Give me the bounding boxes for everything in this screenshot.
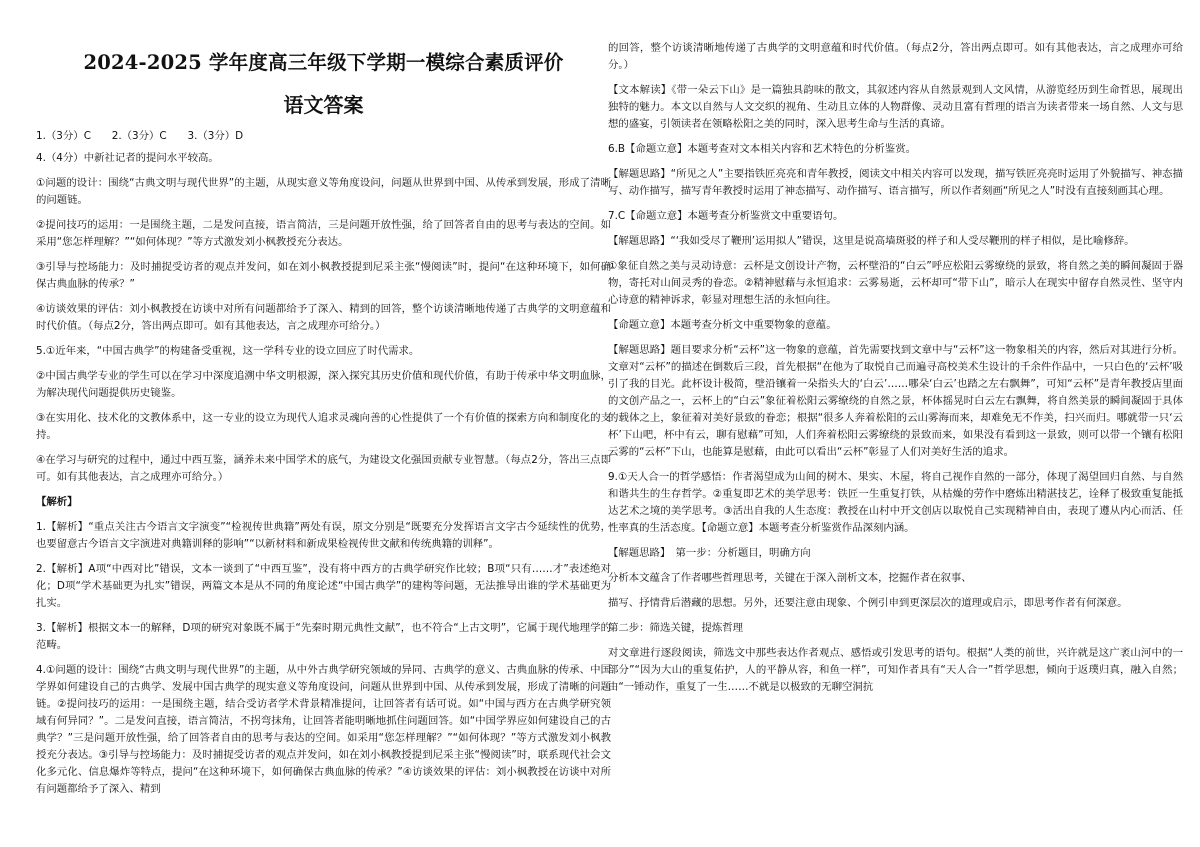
answer-5-point-1: 5.①近年来，“中国古典学”的构建备受重视，这一学科专业的设立回应了时代需求。 [36, 345, 420, 357]
analysis-1: 1.【解析】“重点关注古今语言文字演变”“检视传世典籍”两处有误，原文分别是“既要充分发挥语言文字古今延续性的优势，也要留意古今语言文字演进对典籍训释的影响”“以新材料和新成果检视传世文献和传统典籍的训释”。 [36, 521, 611, 550]
answer-9-step1-b: 描写、抒情背后潜藏的思想。另外，还要注意由现象、个例引申到更深层次的道理或启示，即思考作者有何深意。 [608, 597, 1128, 609]
answer-9-step2-text: 对文章进行逐段阅读，筛选文中那些表达作者观点、感悟或引发思考的语句。根据“人类的前世，兴许就是这广袤山河中的一部分”“因为大山的重复佑护，人的平静从容，和鱼一样”，可知作者具有“天人合一”哲学思想，倾向于返璞归真，融入自然；由“一锤动作，重复了一生……不就是以极致的无聊空洞抗 [608, 647, 1183, 693]
page-title: 2024-2025 学年度高三年级下学期一模综合素质评价 [83, 51, 564, 74]
answer-7: 7.C【命题立意】本题考查分析鉴赏文中重要语句。 [608, 210, 844, 222]
right-column [608, 0, 1183, 847]
analysis-2: 2.【解析】A项“中西对比”错误，文本一谈到了“中西互鉴”，没有将中西方的古典学研究作比较；B项“只有……才”表述绝对化；D项“学术基础更为扎实”错误，两篇文本是从不同的角度论述“中国古典学”的建构等问题，无法推导出谁的学术基础更为扎实。 [36, 563, 611, 609]
answer-6-approach: 【解题思路】“所见之人”主要指铁匠亮亮和青年教授，阅读文中相关内容可以发现，描写铁匠亮亮时运用了外貌描写、神态描写、动作描写，描写青年教授时运用了神态描写、动作描写、语言描写，所以作者刻画“所见之人”时没有直接刻画其心理。 [608, 168, 1183, 197]
answer-9-step1-a: 分析本文蕴含了作者哪些哲理思考，关键在于深入剖析文本，挖掘作者在叙事、 [608, 572, 972, 584]
answer-4-heading: 4.（4分）中新社记者的提问水平较高。 [36, 152, 219, 164]
answer-4-point-3: ③引导与控场能力：及时捕捉受访者的观点并发问，如在刘小枫教授提到尼采主张“慢阅读”时，提问“在这种环境下，如何确保古典血脉的传承？” [36, 261, 611, 290]
answer-4-point-2: ②提问技巧的运用：一是围绕主题，二是发问直接，语言简洁，三是问题开放性强，给了回答者自由的思考与表达的空间。如采用“您怎样理解？”“如何体现？”等方式激发刘小枫教授充分表达。 [36, 219, 611, 248]
answer-9: 9.①天人合一的哲学感悟：作者渴望成为山间的树木、果实、木屋，将自己视作自然的一部分，体现了渴望回归自然、与自然和谐共生的生存哲学。②重复即艺术的美学思考：铁匠一生重复打铁，从枯燥的劳作中磨炼出精湛技艺，诠释了极致重复能抵达艺术之境的美学思考。③活出自我的人生态度：教授在山村中开文创店以取悦自己实现精神自由，表现了遵从内心而活、任性率真的生活态度。【命题立意】本题考查分析鉴赏作品深刻内涵。 [608, 471, 1183, 534]
answer-4-point-4: ④访谈效果的评估：刘小枫教授在访谈中对所有问题都给予了深入、精到的回答，整个访谈清晰地传递了古典学的文明意蕴和时代价值。（每点2分，答出两点即可。如有其他表达，言之成理亦可给分。） [36, 303, 611, 332]
analysis-heading: 【解析】 [36, 496, 78, 508]
answer-8: ①象征自然之美与灵动诗意：云杯是文创设计产物，云杯壁沿的“白云”呼应松阳云雾缭绕的景致，将自然之美的瞬间凝固于器物，寄托对山间灵秀的眷恋。②精神慰藉与永恒追求：云雾易逝，云杯却可“带下山”，暗示人在现实中留存自然灵性、坚守内心诗意的精神诉求，彰显对理想生活的永恒向往。 [608, 260, 1183, 306]
answer-4-point-1: ①问题的设计：围绕“古典文明与现代世界”的主题，从现实意义等角度设问，问题从世界到中国、从传承到发展，形成了清晰的问题链。 [36, 177, 611, 206]
answer-5-point-4: ④在学习与研究的过程中，通过中西互鉴，涵养未来中国学术的底气，为建设文化强国贡献专业智慧。（每点2分，答出三点即可。如有其他表达，言之成理亦可给分。） [36, 454, 611, 483]
answer-5-point-2: ②中国古典学专业的学生可以在学习中深度追溯中华文明根源，深入探究其历史价值和现代价值，有助于传承中华文明血脉，为解决现代问题提供历史镜鉴。 [36, 370, 611, 399]
analysis-4-continued: 的回答，整个访谈清晰地传递了古典学的文明意蕴和时代价值。（每点2分，答出两点即可。如有其他表达，言之成理亦可给分。） [608, 42, 1183, 71]
answer-7-approach: 【解题思路】“‘我如受尽了鞭刑’运用拟人”错误，这里是说高墙斑驳的样子和人受尽鞭刑的样子相似，是比喻修辞。 [608, 235, 1135, 247]
answer-8-approach: 【解题思路】题目要求分析“云杯”这一物象的意蕴，首先需要找到文章中与“云杯”这一物象相关的内容，然后对其进行分析。文章对“云杯”的描述在倒数后三段，首先根据“在他为了取悦自己而遍寻高校美术生设计的千余件作品中，一只白色的‘云杯’吸引了我的目光。此杯设计极简，壁沿镶着一朵指头大的‘白云’……哪朵‘白云’也踏之左右飘舞”，可知“云杯”是青年教授店里面的文创产品之一，云杯上的“白云”象征着松阳云雾缭绕的自然之景，杯体摇晃时白云左右飘舞，将自然美景的瞬间凝固于具体的载体之上，象征着对美好景致的眷恋；根据“很多人奔着松阳的云山雾海而来，却难免无不作美，扫兴而归。哪就带一只‘云杯’下山吧，杯中有云，聊有慰藉”可知，人们奔着松阳云雾缭绕的景致而来，如果没有看到这一景致，则可以带一个镶有松阳云雾的“云杯”下山，也能算是慰藉，由此可以看出“云杯”彰显了人们对美好生活的追求。 [608, 344, 1183, 458]
answer-6: 6.B【命题立意】本题考查对文本相关内容和艺术特色的分析鉴赏。 [608, 143, 916, 155]
analysis-4: 4.①问题的设计：围绕“古典文明与现代世界”的主题，从中外古典学研究领域的异同、古典学的意义、古典血脉的传承、中国学界如何建设自己的古典学、发展中国古典学的现实意义等角度设问，问题从世界到中国、从传承到发展，形成了清晰的问题链。②提问技巧的运用：一是围绕主题，结合受访者学术背景精准提问，让回答者有话可说。如“中国与西方在古典学研究领域有何异同？”。二是发问直接，语言简洁，不拐弯抹角，让回答者能明晰地抓住问题回答。如“中国学界应如何建设自己的古典学？”三是问题开放性强，给了回答者自由的思考与表达的空间。如采用“您怎样理解？”“如何体现？”等方式激发刘小枫教授充分表达。③引导与控场能力：及时捕捉受访者的观点并发问，如在刘小枫教授提到尼采主张“慢阅读”时，联系现代社会文化多元化、信息爆炸等特点，提问“在这种环境下，如何确保古典血脉的传承？”④访谈效果的评估：刘小枫教授在访谈中对所有问题都给予了深入、精到 [36, 664, 611, 795]
analysis-3: 3.【解析】根据文本一的解释，D项的研究对象既不属于“先秦时期元典性文献”，也不符合“上古文明”，它属于现代地理学的范畴。 [36, 622, 611, 651]
answer-9-approach-heading: 【解题思路】 第一步：分析题目，明确方向 [608, 547, 811, 559]
answer-9-step2-heading: 第二步：筛选关键，提炼哲理 [608, 622, 744, 634]
answer-8-intent: 【命题立意】本题考查分析文中重要物象的意蕴。 [608, 319, 837, 331]
left-column [36, 0, 611, 847]
page-subtitle: 语文答案 [283, 93, 364, 117]
answer-5-point-3: ③在实用化、技术化的文教体系中，这一专业的设立为现代人追求灵魂向善的心性提供了一个有价值的探索方向和制度化的支持。 [36, 412, 611, 441]
text-interpretation: 【文本解读】《带一朵云下山》是一篇独具韵味的散文，其叙述内容从自然景观到人文风情，从游览经历到生命哲思，展现出独特的魅力。本文以自然与人文交织的视角、生动且立体的人物群像、灵动且富有哲理的语言为读者带来一场自然、人文与思想的盛宴，引领读者在领略松阳之美的同时，深入思考生命与生活的真谛。 [608, 84, 1183, 130]
answer-1-3: 1.（3分）C 2.（3分）C 3.（3分）D [36, 130, 244, 142]
